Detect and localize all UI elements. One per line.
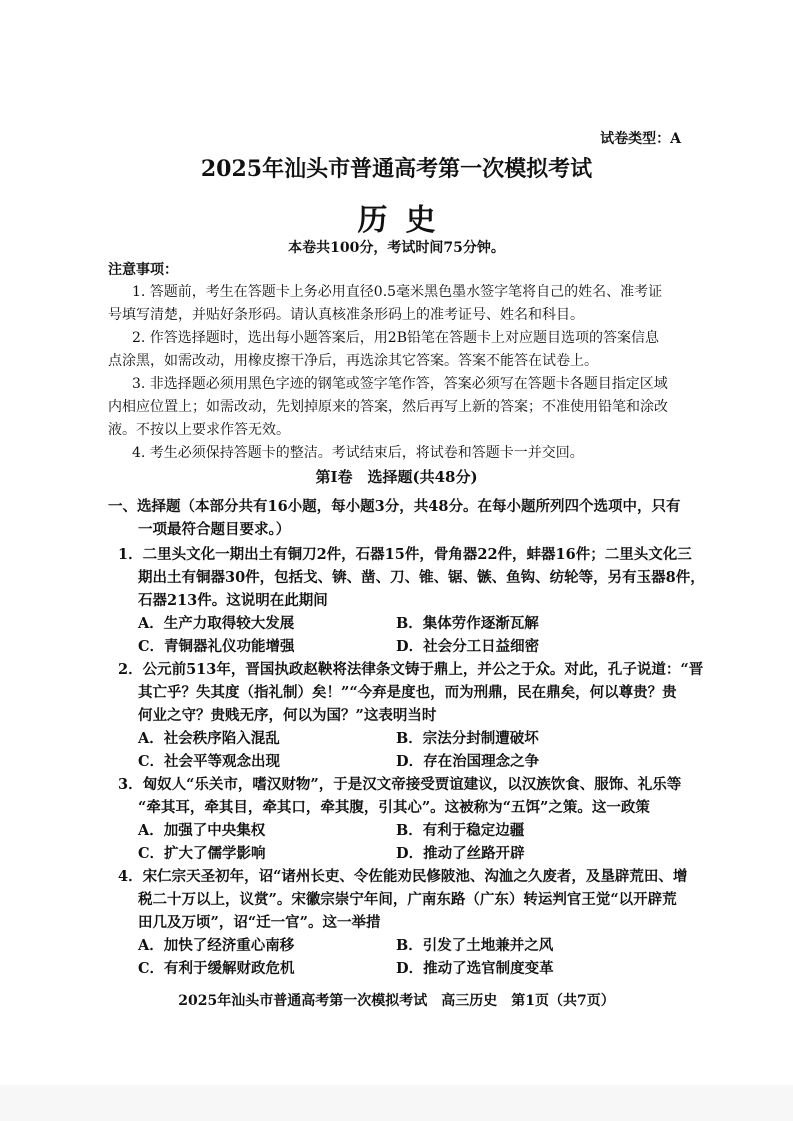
question-2-option-b: B．宗法分封制遭破坏	[396, 730, 539, 747]
question-1-option-d: D．社会分工日益细密	[396, 638, 540, 655]
question-1-stem: 石器213件。这说明在此期间	[138, 592, 328, 609]
question-2-option-d: D．存在治国理念之争	[396, 753, 540, 770]
notice-line: 3. 非选择题必须用黑色字迹的钢笔或签字笔作答，答案必须写在答题卡各题目指定区域	[132, 376, 668, 392]
notice-line: 点涂黑，如需改动，用橡皮擦干净后，再选涂其它答案。答案不能答在试卷上。	[108, 353, 598, 369]
question-4-stem: 税二十万以上，议赏”。宋徽宗崇宁年间，广南东路（广东）转运判官王觉“以开辟荒	[138, 891, 677, 908]
notice-line: 号填写清楚，并贴好条形码。请认真核准条形码上的准考证号、姓名和科目。	[108, 307, 584, 323]
exam-type-label: 试卷类型：A	[600, 131, 681, 147]
question-2-stem: 其亡乎？失其度（指礼制）矣！”“今弃是度也，而为刑鼎，民在鼎矣，何以尊贵？贵	[138, 684, 677, 701]
question-4-option-c: C．有利于缓解财政危机	[138, 960, 295, 977]
question-4-option-d: D．推动了选官制度变革	[396, 960, 554, 977]
question-3-option-d: D．推动了丝路开辟	[396, 845, 525, 862]
question-1-option-c: C．青铜器礼仪功能增强	[138, 638, 295, 655]
section-intro-line: 一项最符合题目要求。）	[138, 521, 291, 538]
question-2-stem: 2．公元前513年，晋国执政赵鞅将法律条文铸于鼎上，并公之于众。对此，孔子说道：“晋	[118, 661, 704, 678]
notice-heading: 注意事项：	[108, 262, 178, 278]
section-intro-line: 一、选择题（本部分共有16小题，每小题3分，共48分。在每小题所列四个选项中，只有	[108, 498, 681, 515]
question-2-option-c: C．社会平等观念出现	[138, 753, 281, 770]
question-2-stem: 何业之守？贵贱无序，何以为国？”这表明当时	[138, 707, 437, 724]
question-4-option-b: B．引发了土地兼并之风	[396, 937, 554, 954]
notice-line: 2. 作答选择题时，选出每小题答案后，用2B铅笔在答题卡上对应题目选项的答案信息	[132, 330, 660, 346]
notice-line: 1. 答题前，考生在答题卡上务必用直径0.5毫米黑色墨水签字笔将自己的姓名、准考证	[132, 284, 663, 300]
question-1-stem: 期出土有铜器30件，包括戈、锛、凿、刀、锥、锯、镞、鱼钩、纺轮等，另有玉器8件，	[138, 569, 705, 586]
notice-line: 4. 考生必须保持答题卡的整洁。考试结束后，将试卷和答题卡一并交回。	[132, 445, 584, 461]
notice-line: 内相应位置上；如需改动，先划掉原来的答案，然后再写上新的答案；不准使用铅笔和涂改	[108, 399, 668, 415]
question-3-option-c: C．扩大了儒学影响	[138, 845, 266, 862]
score-time-note: 本卷共100分，考试时间75分钟。	[288, 240, 505, 256]
question-3-option-b: B．有利于稳定边疆	[396, 822, 525, 839]
question-4-option-a: A．加快了经济重心南移	[138, 937, 295, 954]
question-4-stem: 田几及万顷”，诏“迁一官”。这一举措	[138, 914, 381, 931]
notice-line: 液。不按以上要求作答无效。	[108, 422, 290, 438]
question-3-stem: “牵其耳，牵其目，牵其口，牵其腹，引其心”。这被称为“五饵”之策。这一政策	[138, 799, 650, 816]
page-footer: 2025年汕头市普通高考第一次模拟考试 高三历史 第1页（共7页）	[178, 993, 615, 1009]
question-1-stem: 1．二里头文化一期出土有铜刀2件，石器15件，骨角器22件，蚌器16件；二里头文化三	[118, 546, 692, 563]
section-heading: 第Ⅰ卷 选择题(共48分)	[315, 468, 478, 486]
question-3-stem: 3．匈奴人“乐关市，嗜汉财物”，于是汉文帝接受贾谊建议，以汉族饮食、服饰、礼乐等	[118, 776, 682, 793]
question-1-option-b: B．集体劳作逐渐瓦解	[396, 615, 539, 632]
question-3-option-a: A．加强了中央集权	[138, 822, 266, 839]
question-1-option-a: A．生产力取得较大发展	[138, 615, 295, 632]
question-4-stem: 4．宋仁宗天圣初年，诏“诸州长吏、令佐能劝民修陂池、沟洫之久废者，及垦辟荒田、增	[118, 868, 688, 885]
subject-title: 历史	[357, 203, 454, 238]
exam-title: 2025年汕头市普通高考第一次模拟考试	[200, 156, 593, 182]
question-2-option-a: A．社会秩序陷入混乱	[138, 730, 280, 747]
